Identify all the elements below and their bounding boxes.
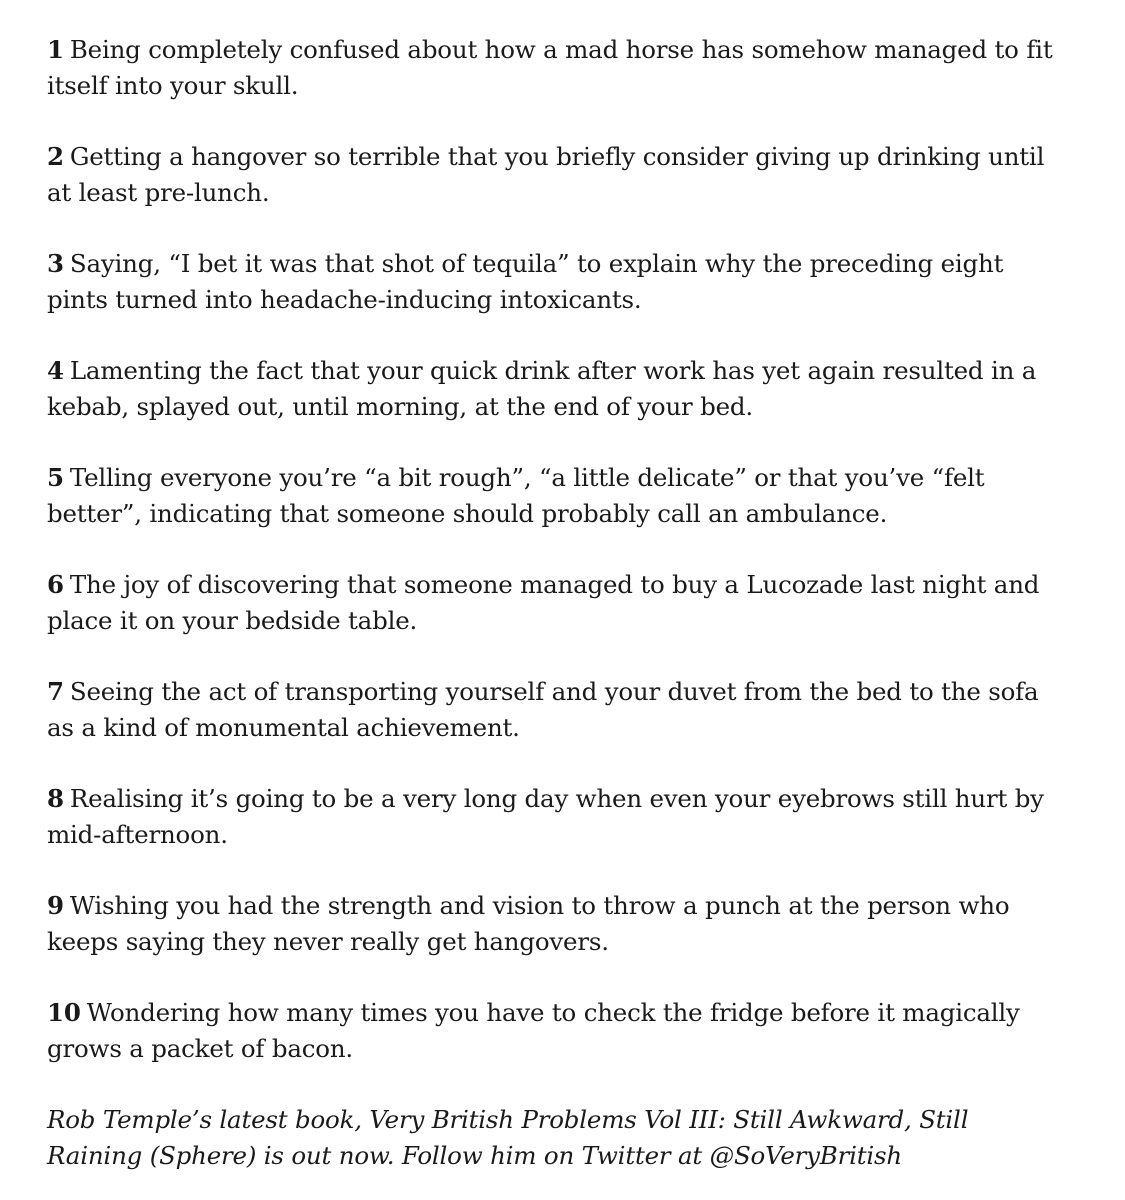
item-text: Wondering how many times you have to check the fridge before it magically grows a packet of bacon. [47,998,1020,1063]
item-number: 3 [47,249,64,278]
list-item [47,139,1057,211]
list-item [47,246,1057,318]
item-text: Realising it’s going to be a very long day when even your eyebrows still hurt by mid-afternoon. [47,784,1044,849]
item-text: Saying, “I bet it was that shot of tequila” to explain why the preceding eight pints turned into headache-inducing intoxicants. [47,249,1004,314]
item-number: 6 [47,570,64,599]
list-item [47,781,1057,853]
item-number: 8 [47,784,64,813]
article-body [47,32,1057,1199]
list-item [47,32,1057,104]
list-item [47,995,1057,1067]
item-text: Telling everyone you’re “a bit rough”, “a little delicate” or that you’ve “felt better”, indicating that someone should probably call an ambulance. [47,463,985,528]
author-credit: Rob Temple’s latest book, Very British Problems Vol III: Still Awkward, Still Raining (Sphere) is out now. Follow him on Twitter at @SoVeryBritish [47,1105,969,1170]
item-text: Seeing the act of transporting yourself and your duvet from the bed to the sofa as a kind of monumental achievement. [47,677,1039,742]
item-number: 4 [47,356,64,385]
item-text: Lamenting the fact that your quick drink after work has yet again resulted in a kebab, splayed out, until morning, at the end of your bed. [47,356,1037,421]
list-item [47,888,1057,960]
item-number: 9 [47,891,64,920]
list-item [47,353,1057,425]
item-number: 1 [47,35,64,64]
item-number: 10 [47,998,81,1027]
item-text: The joy of discovering that someone managed to buy a Lucozade last night and place it on your bedside table. [47,570,1040,635]
item-number: 2 [47,142,64,171]
item-number: 7 [47,677,64,706]
item-text: Getting a hangover so terrible that you briefly consider giving up drinking until at least pre-lunch. [47,142,1045,207]
item-number: 5 [47,463,64,492]
list-item [47,567,1057,639]
item-text: Wishing you had the strength and vision to throw a punch at the person who keeps saying they never really get hangovers. [47,891,1010,956]
list-item [47,674,1057,746]
item-text: Being completely confused about how a mad horse has somehow managed to fit itself into your skull. [47,35,1053,100]
list-item [47,460,1057,532]
